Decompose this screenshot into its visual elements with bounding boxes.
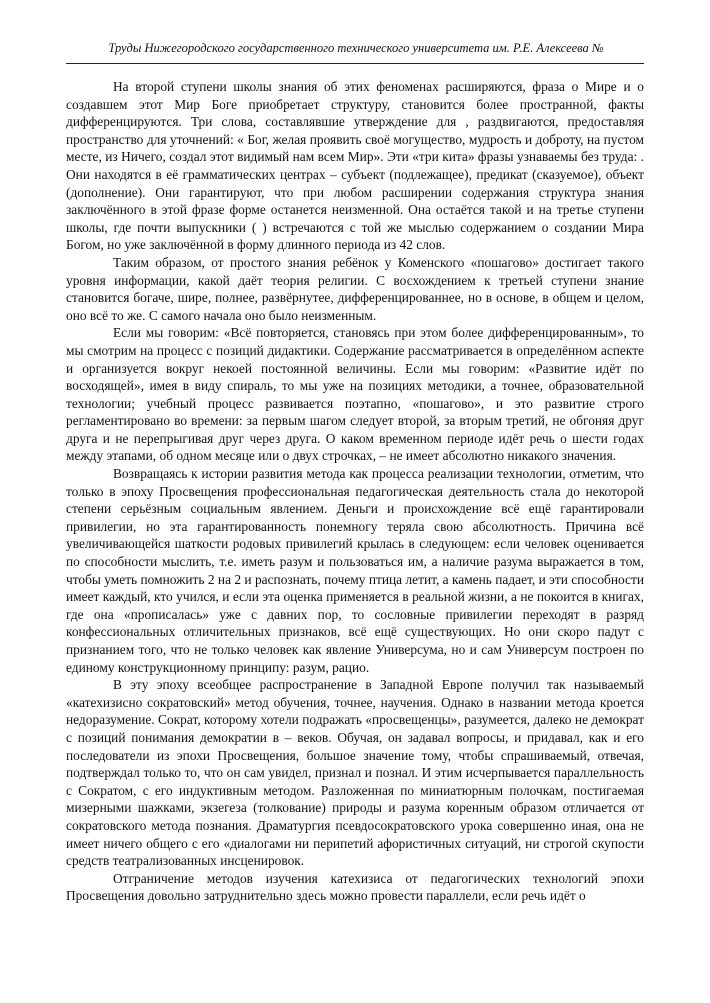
body-text [66,78,644,905]
paragraph-2: Таким образом, от простого знания ребёнок у Коменского «пошагово» достигает такого уровня информации, какой даёт теория религии. С восхождением к третьей ступени знание становится богаче, шире, полнее, развёрнутее, дифференцированнее, но в основе, в общем и целом, оно всё то же. С самого начала оно было неизменным. [66,254,644,323]
paragraph-4: Возвращаясь к истории развития метода как процесса реализации технологии, отметим, что только в эпоху Просвещения профессиональная педагогическая деятельность стала до некоторой степени серьёзным социальным явлением. Деньги и происхождение всё ещё гарантировали привилегии, но эта гарантированность понемногу теряла свою абсолютность. Причина всё увеличивающейся шаткости родовых привилегий крылась в следующем: если человек оценивается по способности мыслить, т.е. иметь разум и пользоваться им, а наличие разума выражается в том, чтобы уметь помножить 2 на 2 и распознать, почему птица летит, а камень падает, и эти способности имеет каждый, кто учился, и если эта оценка применяется в реальной жизни, а не покоится в книгах, где она «прописалась» уже с давних пор, то сословные привилегии переходят в разряд конфессиональных отличительных признаков, всё ещё существующих. Но они скоро падут с признанием того, что не только человек как явление Универсума, но и сам Универсум построен по единому конструкционному принципу: разум, рацио. [66,466,644,675]
paragraph-3: Если мы говорим: «Всё повторяется, становясь при этом более дифференцированным», то мы смотрим на процесс с позиций дидактики. Содержание рассматривается в определённом аспекте и организуется вокруг некоей постоянной величины. Если мы говорим: «Развитие идёт по восходящей», имея в виду спираль, то мы уже на позициях методики, а точнее, образовательной технологии; учебный процесс развивается поэтапно, «пошагово», и это развитие строго регламентировано во времени: за первым шагом следует второй, за вторым третий, не обгоняя друг друга и не перепрыгивая друг через друга. О каком временном периоде идёт речь о шести годах между этапами, об одном месяце или о двух строчках, – не имеет абсолютно никакого значения. [66,325,644,464]
paragraph-5: В эту эпоху всеобщее распространение в Западной Европе получил так называемый «катехизисно сократовский» метод обучения, точнее, научения. Однако в названии метода кроется недоразумение. Сократ, которому хотели подражать «просвещенцы», разумеется, далеко не демократ с позиций понимания демократии в – веков. Обучая, он задавал вопросы, и придавал, как и его последователи из эпохи Просвещения, большое значение тому, чтобы спрашиваемый, отвечая, подтверждал только то, что он сам увидел, признал и познал. И этим исчерпывается параллельность с Сократом, с его индуктивным методом. Разложенная по миниатюрным полочкам, постигаемая мизерными шажками, экзегеза (толкование) природы и разума коренным образом отличается от сократовского метода познания. Драматургия псевдосократовского урока совершенно иная, она не имеет ничего общего с его «диалогами ни перипетий афористичных ситуаций, ни строгой скупости средств театрализованных инсценировок. [66,677,644,869]
paragraph-1: На второй ступени школы знания об этих феноменах расширяются, фраза о Мире и о создавшем этот Мир Боге приобретает структуру, становится более пространной, факты дифференцируются. Три слова, составлявшие утверждение для , раздвигаются, предоставляя пространство для уточнений: « Бог, желая проявить своё могущество, мудрость и доброту, на пустом месте, из Ничего, создал этот видимый нам всем Мир». Эти «три кита» фразы узнаваемы без труда: . Они находятся в её грамматических центрах – субъект (подлежащее), предикат (сказуемое), объект (дополнение). Они гарантируют, что при любом расширении содержания структура знания заключённого в этой фразе форме останется неизменной. Она остаётся такой и на третье ступени школы, где почти выпускники ( ) встречаются с той же мыслью содержанием о создании Мира Богом, но уже заключённой в форму длинного периода из 42 слов. [66,79,644,253]
paragraph-6: Отграничение методов изучения катехизиса от педагогических технологий эпохи Просвещения довольно затруднительно здесь можно провести параллели, если речь идёт о [66,870,644,904]
header-rule [66,63,644,64]
running-header: Труды Нижегородского государственного технического университета им. Р.Е. Алексеева № [108,41,604,55]
